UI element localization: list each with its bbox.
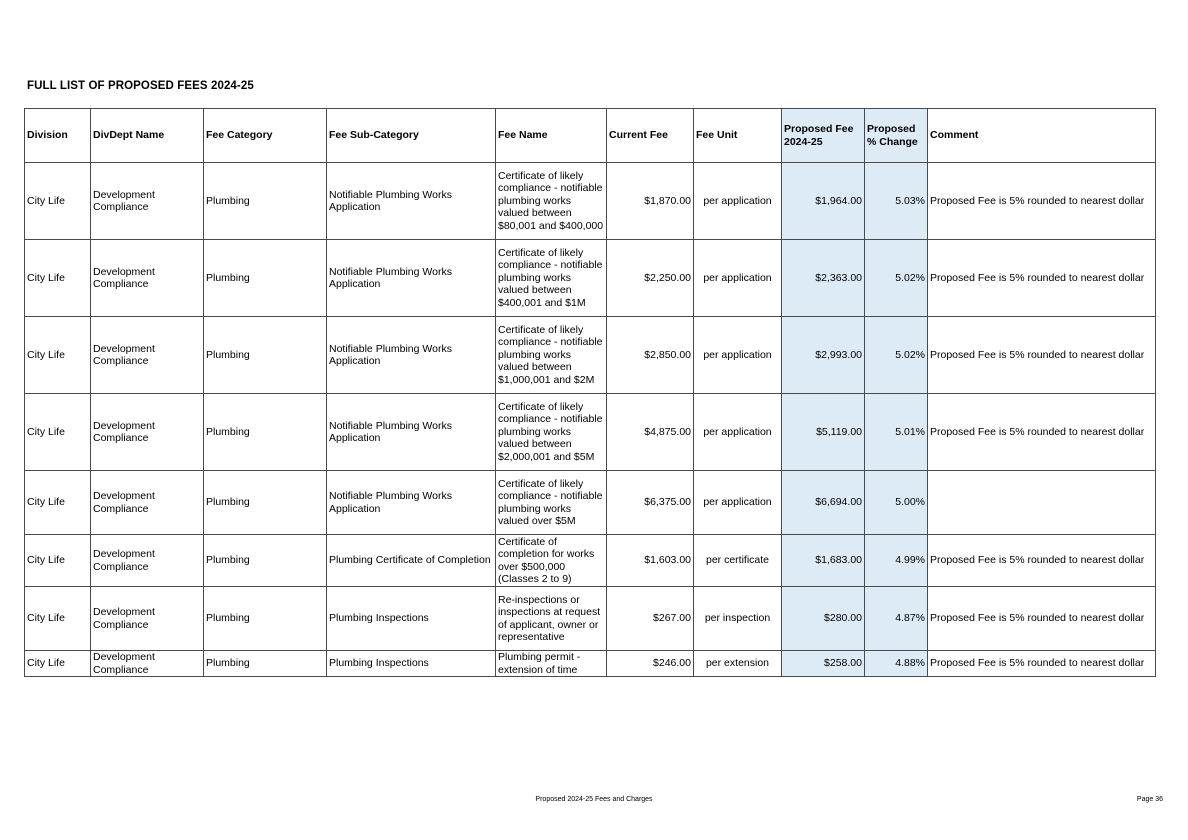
cell-division: City Life [25,394,91,471]
cell-proposed-fee: $2,363.00 [782,240,865,317]
table-header-row [25,109,1156,163]
cell-current-fee: $267.00 [607,587,694,651]
cell-division: City Life [25,240,91,317]
header-comment: Comment [928,109,1156,163]
table-row [25,394,1156,471]
cell-division: City Life [25,587,91,651]
cell-dept: Development Compliance [91,394,204,471]
cell-division: City Life [25,163,91,240]
cell-current-fee: $246.00 [607,651,694,677]
cell-fee-unit: per application [694,471,782,535]
cell-percent-change: 4.99% [865,535,928,587]
cell-proposed-fee: $1,964.00 [782,163,865,240]
cell-subcategory: Notifiable Plumbing Works Application [327,317,496,394]
cell-subcategory: Notifiable Plumbing Works Application [327,163,496,240]
cell-comment: Proposed Fee is 5% rounded to nearest dollar [928,651,1156,677]
cell-comment: Proposed Fee is 5% rounded to nearest dollar [928,587,1156,651]
cell-subcategory: Notifiable Plumbing Works Application [327,394,496,471]
header-fee-unit: Fee Unit [694,109,782,163]
cell-dept: Development Compliance [91,471,204,535]
cell-proposed-fee: $6,694.00 [782,471,865,535]
cell-comment [928,471,1156,535]
cell-category: Plumbing [204,535,327,587]
cell-category: Plumbing [204,471,327,535]
cell-fee-name: Certificate of likely compliance - notifiable plumbing works valued over $5M [496,471,607,535]
table-row [25,535,1156,587]
table-row [25,317,1156,394]
cell-fee-unit: per inspection [694,587,782,651]
header-current-fee: Current Fee [607,109,694,163]
cell-division: City Life [25,535,91,587]
cell-subcategory: Plumbing Inspections [327,587,496,651]
cell-category: Plumbing [204,651,327,677]
cell-fee-unit: per application [694,394,782,471]
cell-current-fee: $4,875.00 [607,394,694,471]
cell-category: Plumbing [204,317,327,394]
cell-fee-unit: per application [694,240,782,317]
header-dept: DivDept Name [91,109,204,163]
cell-subcategory: Plumbing Certificate of Completion [327,535,496,587]
cell-current-fee: $6,375.00 [607,471,694,535]
cell-dept: Development Compliance [91,651,204,677]
cell-comment: Proposed Fee is 5% rounded to nearest dollar [928,394,1156,471]
cell-dept: Development Compliance [91,163,204,240]
table-row [25,651,1156,677]
header-proposed-fee: Proposed Fee 2024-25 [782,109,865,163]
cell-proposed-fee: $258.00 [782,651,865,677]
cell-fee-unit: per application [694,163,782,240]
cell-fee-name: Re-inspections or inspections at request of applicant, owner or representative [496,587,607,651]
cell-current-fee: $1,870.00 [607,163,694,240]
cell-percent-change: 5.01% [865,394,928,471]
header-subcategory: Fee Sub-Category [327,109,496,163]
cell-category: Plumbing [204,240,327,317]
cell-dept: Development Compliance [91,240,204,317]
table-row [25,163,1156,240]
page-number: Page 36 [1136,796,1163,803]
cell-subcategory: Plumbing Inspections [327,651,496,677]
cell-fee-name: Certificate of likely compliance - notifiable plumbing works valued between $2,000,001 and $5M [496,394,607,471]
table-row [25,240,1156,317]
cell-subcategory: Notifiable Plumbing Works Application [327,240,496,317]
cell-proposed-fee: $5,119.00 [782,394,865,471]
cell-category: Plumbing [204,163,327,240]
cell-proposed-fee: $280.00 [782,587,865,651]
footer-title: Proposed 2024-25 Fees and Charges [535,796,653,803]
cell-subcategory: Notifiable Plumbing Works Application [327,471,496,535]
cell-proposed-fee: $1,683.00 [782,535,865,587]
cell-percent-change: 5.03% [865,163,928,240]
cell-current-fee: $2,850.00 [607,317,694,394]
table-row [25,471,1156,535]
cell-fee-name: Certificate of likely compliance - notifiable plumbing works valued between $400,001 and $1M [496,240,607,317]
cell-proposed-fee: $2,993.00 [782,317,865,394]
cell-fee-name: Plumbing permit - extension of time [496,651,607,677]
cell-category: Plumbing [204,394,327,471]
page-title: FULL LIST OF PROPOSED FEES 2024-25 [27,80,254,92]
cell-fee-unit: per extension [694,651,782,677]
cell-comment: Proposed Fee is 5% rounded to nearest dollar [928,535,1156,587]
cell-current-fee: $1,603.00 [607,535,694,587]
cell-division: City Life [25,651,91,677]
cell-fee-name: Certificate of likely compliance - notifiable plumbing works valued between $1,000,001 and $2M [496,317,607,394]
header-percent-change: Proposed % Change [865,109,928,163]
cell-comment: Proposed Fee is 5% rounded to nearest dollar [928,163,1156,240]
header-fee-name: Fee Name [496,109,607,163]
cell-dept: Development Compliance [91,535,204,587]
cell-fee-unit: per certificate [694,535,782,587]
cell-fee-name: Certificate of completion for works over $500,000 (Classes 2 to 9) [496,535,607,587]
cell-percent-change: 5.02% [865,317,928,394]
header-division: Division [25,109,91,163]
cell-current-fee: $2,250.00 [607,240,694,317]
cell-division: City Life [25,471,91,535]
cell-comment: Proposed Fee is 5% rounded to nearest dollar [928,317,1156,394]
cell-fee-unit: per application [694,317,782,394]
fees-table [24,108,1156,677]
cell-division: City Life [25,317,91,394]
cell-percent-change: 4.88% [865,651,928,677]
cell-dept: Development Compliance [91,587,204,651]
table-row [25,587,1156,651]
cell-percent-change: 5.00% [865,471,928,535]
cell-comment: Proposed Fee is 5% rounded to nearest dollar [928,240,1156,317]
cell-category: Plumbing [204,587,327,651]
cell-fee-name: Certificate of likely compliance - notifiable plumbing works valued between $80,001 and $400,000 [496,163,607,240]
cell-percent-change: 5.02% [865,240,928,317]
cell-percent-change: 4.87% [865,587,928,651]
cell-dept: Development Compliance [91,317,204,394]
header-category: Fee Category [204,109,327,163]
